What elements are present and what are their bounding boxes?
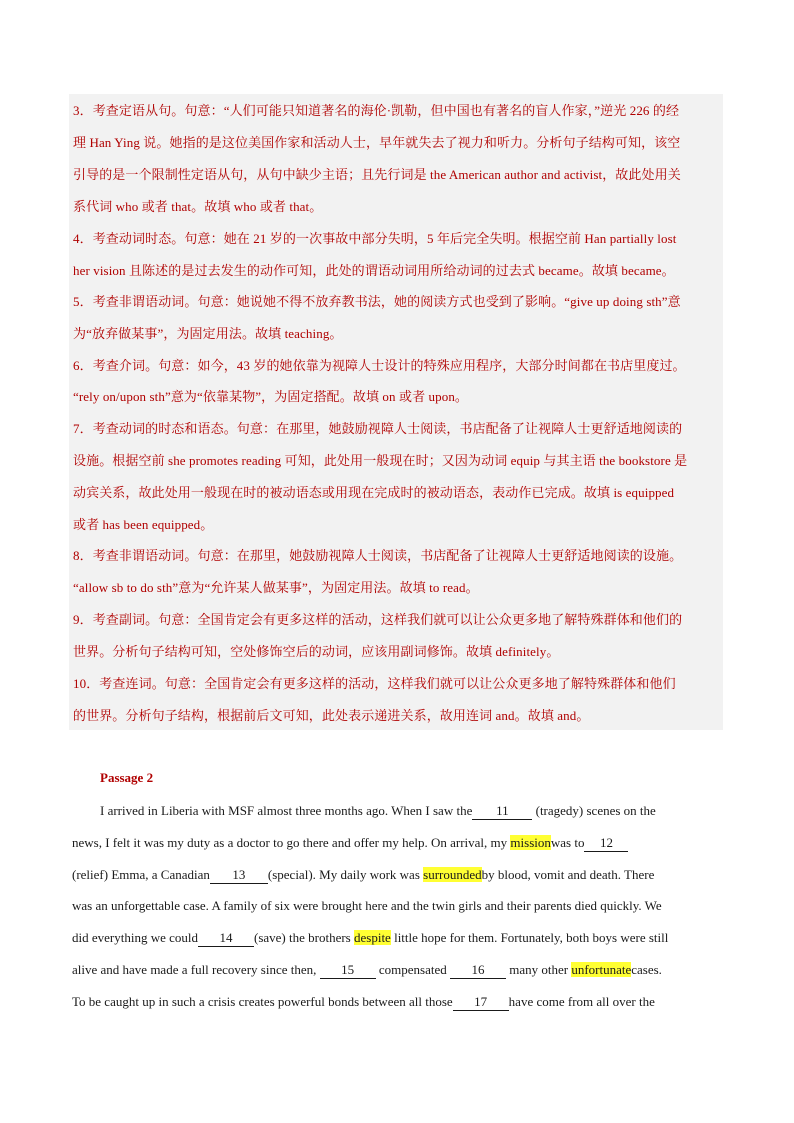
answer-line: 或者 has been equipped。 — [73, 517, 214, 532]
blank-11[interactable]: 11 — [472, 803, 532, 820]
blank-13[interactable]: 13 — [210, 867, 268, 884]
blank-15[interactable]: 15 — [320, 962, 376, 979]
passage-text: To be caught up in such a crisis creates powerful bonds between all those — [72, 994, 453, 1009]
passage-text: little hope for them. Fortunately, both boys were still — [394, 930, 669, 945]
passage-text: (special). My daily work was — [267, 867, 420, 882]
answer-line: 的世界。分析句子结构，根据前后文可知，此处表示递进关系，故用连词 and。故填 and。 — [73, 708, 590, 723]
answer-line: 7．考查动词的时态和语态。句意：在那里，她鼓励视障人士阅读，书店配备了让视障人士更舒适地阅读的 — [73, 421, 683, 436]
answer-line: 设施。根据空前 she promotes reading 可知，此处用一般现在时；又因为动词 equip 与其主语 the bookstore 是 — [73, 453, 688, 468]
passage-text: did everything we could — [72, 930, 198, 945]
answer-line: 4．考查动词时态。句意：她在 21 岁的一次事故中部分失明，5 年后完全失明。根据空前 Han partially lost — [73, 231, 677, 246]
highlighted-word: unfortunate — [571, 962, 632, 977]
answer-line: 世界。分析句子结构可知，空处修饰空后的动词，应该用副词修饰。故填 definitely。 — [73, 644, 560, 659]
answer-line: her vision 且陈述的是过去发生的动作可知，此处的谓语动词用所给动词的过去式 became。故填 became。 — [73, 263, 675, 278]
answer-line: 9．考查副词。句意：全国肯定会有更多这样的活动，这样我们就可以让公众更多地了解特殊群体和他们的 — [73, 612, 683, 627]
blank-16[interactable]: 16 — [450, 962, 506, 979]
answer-line: 6．考查介词。句意：如今，43 岁的她依靠为视障人士设计的特殊应用程序，大部分时间都在书店里度过。 — [73, 358, 686, 373]
passage-text: compensated — [378, 962, 447, 977]
passage-text: cases. — [631, 962, 662, 977]
passage-line — [72, 992, 655, 1012]
passage-text: have come from all over the — [508, 994, 655, 1009]
answer-line: 8．考查非谓语动词。句意：在那里，她鼓励视障人士阅读，书店配备了让视障人士更舒适地阅读的设施。 — [73, 548, 683, 563]
answer-line: 理 Han Ying 说。她指的是这位美国作家和活动人士，早年就失去了视力和听力。分析句子结构可知，该空 — [73, 135, 681, 150]
passage-line — [72, 833, 628, 853]
blank-14[interactable]: 14 — [198, 930, 254, 947]
highlighted-word: mission — [510, 835, 551, 850]
passage-title: Passage 2 — [100, 770, 154, 785]
passage-line — [72, 960, 662, 980]
answer-line: 5．考查非谓语动词。句意：她说她不得不放弃教书法，她的阅读方式也受到了影响。“give up doing sth”意 — [73, 294, 681, 309]
passage-text: (tragedy) scenes on the — [535, 803, 656, 818]
passage-text: was to — [550, 835, 585, 850]
passage-text: alive and have made a full recovery since then, — [72, 962, 320, 977]
passage-text: I arrived in Liberia with MSF almost three months ago. When I saw the — [100, 803, 473, 818]
highlighted-word: surrounded — [423, 867, 482, 882]
highlighted-word: despite — [354, 930, 391, 945]
answer-line: “allow sb to do sth”意为“允许某人做某事”，为固定用法。故填 to read。 — [73, 580, 479, 595]
blank-12[interactable]: 12 — [584, 835, 628, 852]
blank-17[interactable]: 17 — [453, 994, 509, 1011]
passage-text: news, I felt it was my duty as a doctor to go there and offer my help. On arrival, my — [72, 835, 508, 850]
answer-line: 3．考查定语从句。句意：“人们可能只知道著名的海伦·凯勒，但中国也有著名的盲人作家，”逆光 226 的经 — [73, 103, 680, 118]
passage-text: many other — [509, 962, 569, 977]
answer-line: “rely on/upon sth”意为“依靠某物”，为固定搭配。故填 on 或者 upon。 — [73, 389, 469, 404]
answer-line: 动宾关系，故此处用一般现在时的被动语态或用现在完成时的被动语态，表动作已完成。故填 is equipped — [73, 485, 675, 500]
answer-explanations-box — [69, 94, 723, 730]
passage-text: by blood, vomit and death. There — [481, 867, 655, 882]
passage-line — [72, 865, 654, 885]
passage-text: (save) the brothers — [254, 930, 351, 945]
answer-line: 引导的是一个限制性定语从句，从句中缺少主语；且先行词是 the American author and activist，故此处用关 — [73, 167, 681, 182]
passage-text: (relief) Emma, a Canadian — [72, 867, 210, 882]
answer-line: 为“放弃做某事”，为固定用法。故填 teaching。 — [73, 326, 343, 341]
answer-line: 10．考查连词。句意：全国肯定会有更多这样的活动，这样我们就可以让公众更多地了解特殊群体和他们 — [73, 676, 676, 691]
passage-line — [72, 928, 668, 948]
passage-line — [100, 801, 656, 821]
answer-line: 系代词 who 或者 that。故填 who 或者 that。 — [73, 199, 323, 214]
passage-line: was an unforgettable case. A family of six were brought here and the twin girls and their parents died quickly. We — [72, 898, 662, 913]
